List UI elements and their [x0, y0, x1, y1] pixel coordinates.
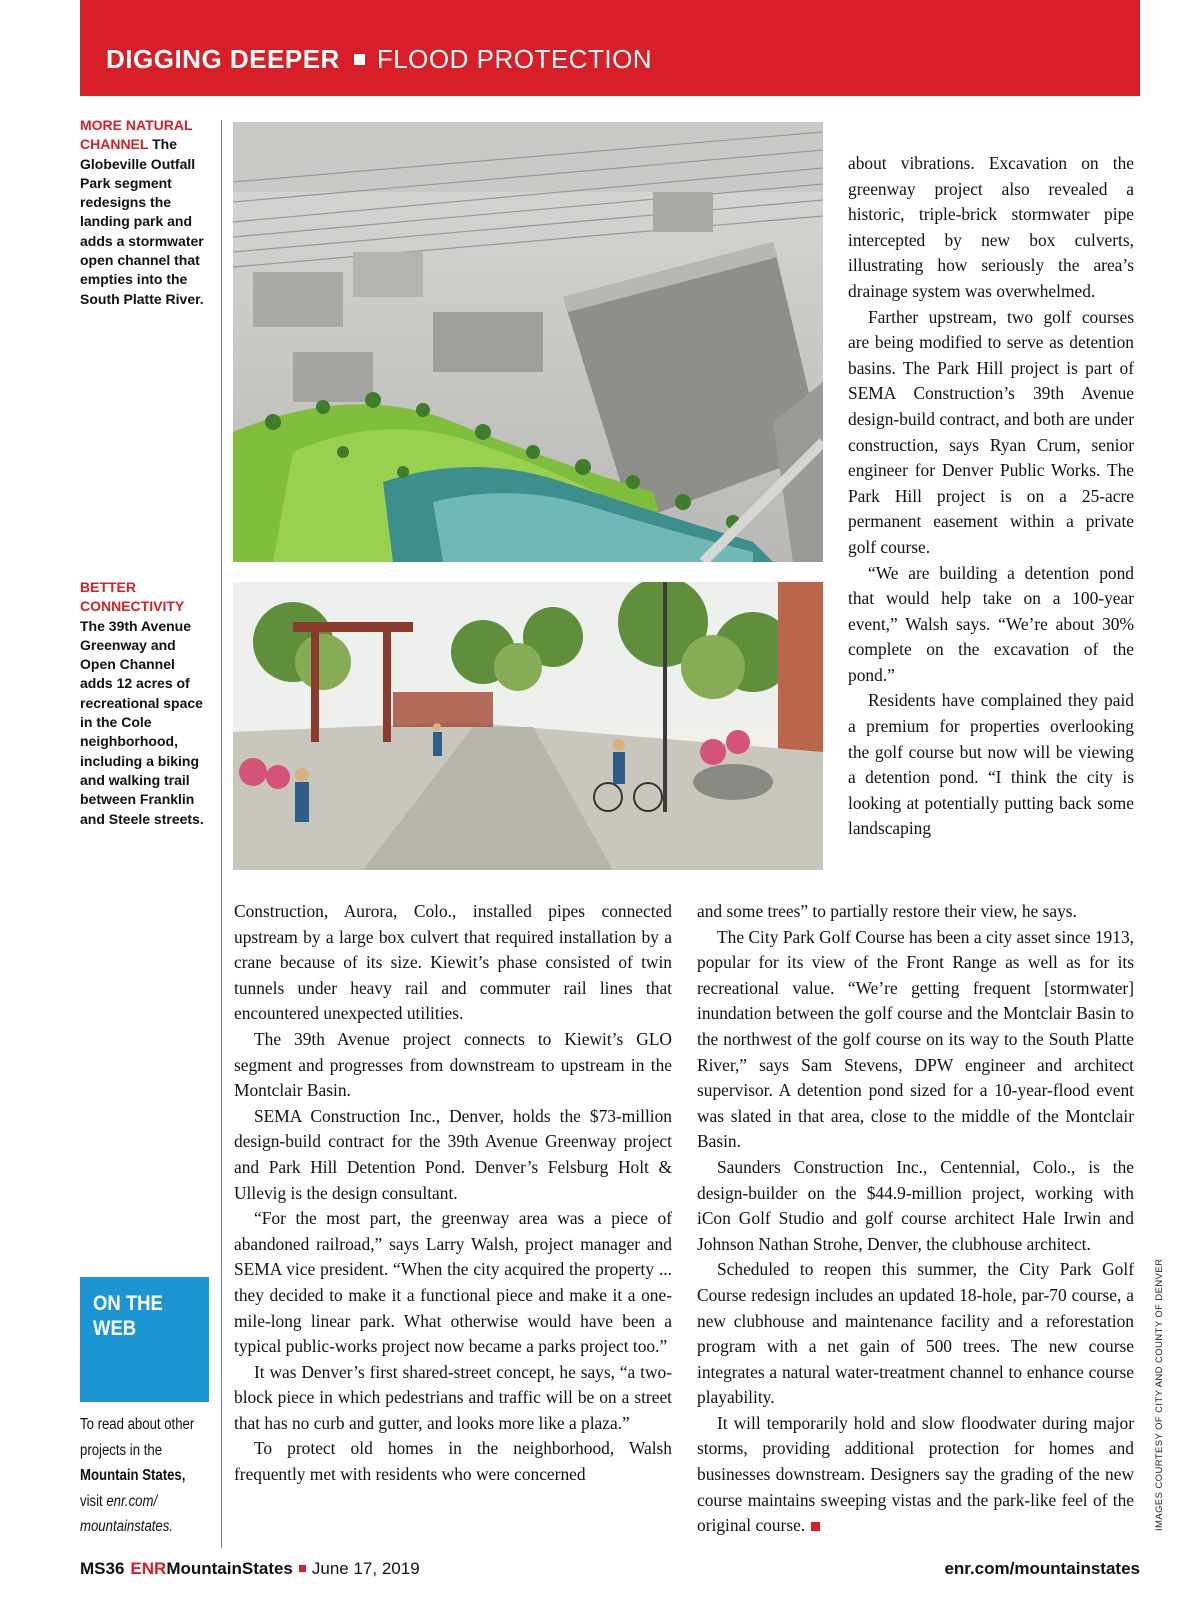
paragraph: “We are building a detention pond that would help take on a 100-year event,” Walsh says. “We’re about 30% complete on the excavation of the pond.”	[848, 562, 1134, 685]
page-number: MS36	[80, 1559, 125, 1578]
section-title: DIGGING DEEPER	[106, 44, 340, 74]
square-bullet-icon	[299, 1565, 306, 1572]
brand-enr: ENR	[130, 1559, 167, 1578]
paragraph: “For the most part, the greenway area was a piece of abandoned railroad,” says Larry Walsh, project manager and SEMA vice president. “When the city acquired the property ... they decided to make it a functional piece and make it a one-mile-long linear park. What otherwise would have been a typical public-works project now became a parks project too.”	[234, 1208, 672, 1357]
paragraph: The City Park Golf Course has been a city asset since 1913, popular for its view of the Front Range as well as for its recreational value. “We’re getting frequent [stormwater] inundation between the golf course and the Montclair Basin to the northwest of the golf course on its way to the South Platte River,” says Sam Stevens, DPW engineer and architect supervisor. A detention pond sized for a 10-year-flood event was slated in that area, close to the middle of the Montclair Basin.	[697, 926, 1134, 1152]
footer-folio	[80, 1559, 420, 1579]
end-mark-icon	[811, 1522, 820, 1531]
section-header-bar	[80, 0, 1140, 96]
aerial-park-rendering	[233, 122, 823, 562]
paragraph: To protect old homes in the neighborhood, Walsh frequently met with residents who were concerned	[234, 1438, 672, 1485]
on-the-web-title: ON THE WEB	[93, 1292, 163, 1340]
paragraph: Scheduled to reopen this summer, the City Park Golf Course redesign includes an updated 18-hole, par-70 course, a new clubhouse and maintenance facility and a reforestation program with a net gain of 500 trees. The new course integrates a natural water-treatment channel to enhance course playability.	[697, 1259, 1134, 1408]
paragraph	[697, 1411, 1134, 1539]
article-column-left	[234, 899, 672, 1488]
caption-lead: BETTER CONNECTIVITY	[80, 579, 184, 615]
paragraph: and some trees” to partially restore their view, he says.	[697, 901, 1077, 921]
column-divider	[221, 120, 222, 1548]
caption-text: The 39th Avenue Greenway and Open Channel adds 12 acres of recreational space in the Cole neighborhood, including a biking and walking trail between Franklin and Steele streets.	[80, 617, 204, 827]
on-the-web-box	[80, 1277, 209, 1402]
paragraph: Saunders Construction Inc., Centennial, Colo., is the design-builder on the $44.9-million project, working with iCon Golf Studio and golf course architect Hale Irwin and Johnson Nathan Strohe, Denver, the clubhouse architect.	[697, 1156, 1134, 1254]
paragraph: Farther upstream, two golf courses are being modified to serve as detention basins. The Park Hill project is part of SEMA Construction’s 39th Avenue design-build contract, and both are under construction, says Ryan Crum, senior engineer for Denver Public Works. The Park Hill project is on a 25-acre permanent easement within a private golf course.	[848, 306, 1134, 557]
caption-greenway	[80, 578, 210, 829]
footer-url[interactable]: enr.com/mountainstates	[944, 1559, 1140, 1578]
paragraph-text: It will temporarily hold and slow floodwater during major storms, providing additional protection for homes and businesses downstream. Designers say the grading of the new course maintains sweeping vistas and the park-like feel of the original course.	[697, 1412, 1134, 1536]
web-text-bold: Mountain States,	[80, 1467, 186, 1484]
paragraph: The 39th Avenue project connects to Kiewit’s GLO segment and progresses from downstream to upstream in the Montclair Basin.	[234, 1028, 672, 1101]
web-text-mid: visit	[80, 1492, 107, 1510]
caption-aerial	[80, 116, 210, 309]
paragraph: about vibrations. Excavation on the greenway project also revealed a historic, triple-brick stormwater pipe intercepted by new box culverts, illustrating how seriously the area’s drainage system was overwhelmed.	[848, 153, 1134, 301]
article-column-right-bottom	[697, 899, 1134, 1539]
paragraph: SEMA Construction Inc., Denver, holds the $73-million design-build contract for the 39th Avenue Greenway project and Park Hill Detention Pond. Denver’s Felsburg Holt & Ullevig is the design consultant.	[234, 1105, 672, 1203]
issue-date: June 17, 2019	[311, 1559, 420, 1578]
paragraph: It was Denver’s first shared-street concept, he says, “a two-block piece in which pedestrians and traffic will be on a street that has no curb and gutter, and looks more like a plaza.”	[234, 1361, 672, 1433]
square-bullet-icon	[354, 54, 365, 65]
caption-lead: MORE NATURAL CHANNEL	[80, 117, 193, 153]
caption-text: The Globeville Outfall Park segment redesigns the landing park and adds a stormwater open channel that empties into the South Platte River.	[80, 136, 204, 307]
greenway-rendering	[233, 582, 823, 870]
web-text-pre: To read about other projects in the	[80, 1416, 195, 1459]
section-header	[106, 44, 652, 75]
brand-name: MountainStates	[166, 1559, 293, 1578]
article-column-right-top	[848, 151, 1134, 842]
section-subtitle: FLOOD PROTECTION	[376, 44, 653, 74]
paragraph: Residents have complained they paid a premium for properties overlooking the golf course but now will be viewing a detention pond. “I think the city is looking at potentially putting back some landscaping	[848, 690, 1134, 839]
on-the-web-text	[80, 1412, 199, 1540]
image-credit: IMAGES COURTESY OF CITY AND COUNTY OF DENVER	[1154, 1258, 1165, 1531]
paragraph: Construction, Aurora, Colo., installed pipes connected upstream by a large box culvert that required installation by a crane because of its size. Kiewit’s phase consisted of twin tunnels under heavy rail and commuter rail lines that encountered unexpected utilities.	[234, 901, 672, 1024]
web-link[interactable]: enr.com/ mountainstates.	[80, 1492, 174, 1535]
